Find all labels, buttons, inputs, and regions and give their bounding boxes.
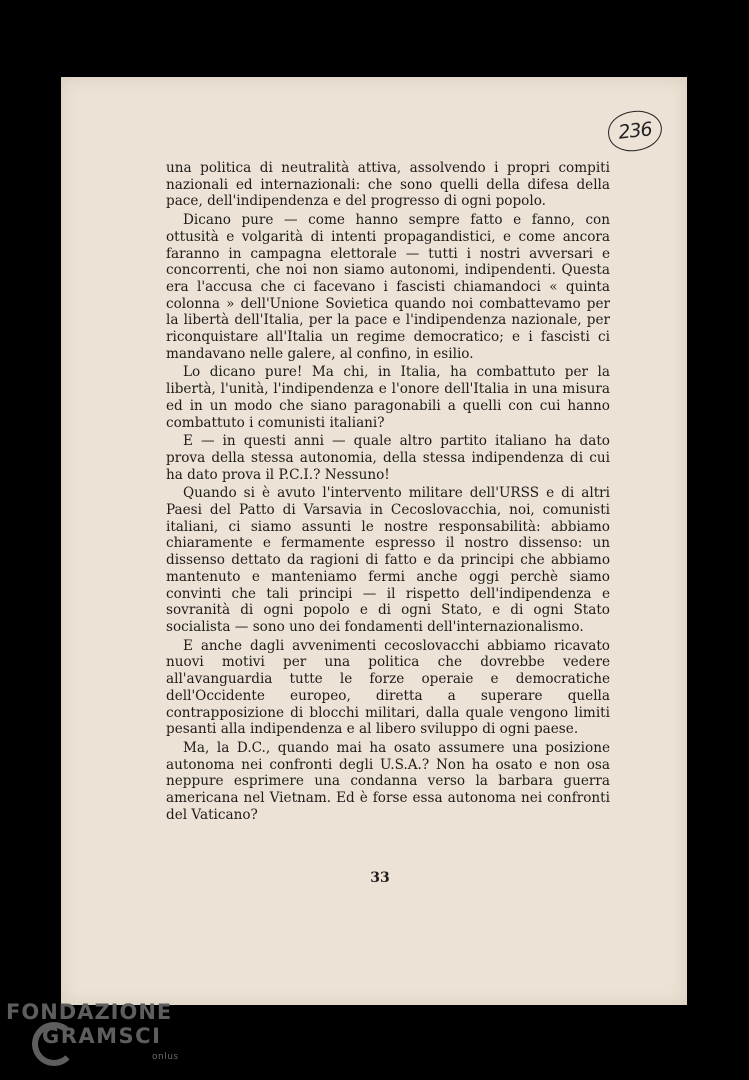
paragraph: una politica di neutralità attiva, assolvendo i propri compiti nazionali ed internazionali: che sono quelli della difesa della pace, dell'indipendenza e del progresso di ogni popolo. [166, 160, 610, 210]
paragraph: Quando si è avuto l'intervento militare dell'URSS e di altri Paesi del Patto di Varsavia in Cecoslovacchia, noi, comunisti italiani, ci siamo assunti le nostre responsabilità: abbiamo chiaramente e fermamente espresso il nostro dissenso: un dissenso dettato da ragioni di fatto e da principi che abbiamo mantenuto e manteniamo fermi anche oggi perchè siamo convinti che tali principi — il rispetto dell'indipendenza e sovranità di ogni popolo e di ogni Stato, e di ogni Stato socialista — sono uno dei fondamenti dell'internazionalismo. [166, 485, 610, 635]
paragraph: Ma, la D.C., quando mai ha osato assumere una posizione autonoma nei confronti degli U.S.A.? Non ha osato e non osa neppure esprimere una condanna verso la barbara guerra americana nel Vietnam. Ed è forse essa autonoma nei confronti del Vaticano? [166, 739, 610, 823]
logo-line-2: GRAMSCI [42, 1024, 162, 1048]
paragraph: E anche dagli avvenimenti cecoslovacchi abbiamo ricavato nuovi motivi per una politica che dovrebbe vedere all'avanguardia tutte le forze operaie e democratiche dell'Occidente europeo, diretta a superare quella contrapposizione di blocchi militari, dalla quale vengono limiti pesanti alla indipendenza e al libero sviluppo di ogni paese. [166, 637, 610, 738]
paragraph: Lo dicano pure! Ma chi, in Italia, ha combattuto per la libertà, l'unità, l'indipendenza e l'onore dell'Italia in una misura ed in un modo che siano paragonabili a quelli con cui hanno combattuto i comunisti italiani? [166, 364, 610, 431]
fondazione-gramsci-logo [6, 1000, 179, 1062]
logo-g-ring-icon [32, 1022, 76, 1066]
logo-line-1: FONDAZIONE [6, 1000, 173, 1024]
body-text [166, 160, 610, 823]
paragraph: E — in questi anni — quale altro partito italiano ha dato prova della stessa autonomia, della stessa indipendenza di cui ha dato prova il P.C.I.? Nessuno! [166, 433, 610, 483]
logo-line-3: onlus [152, 1052, 179, 1062]
paragraph: Dicano pure — come hanno sempre fatto e fanno, con ottusità e volgarità di intenti propagandistici, e come ancora faranno in campagna elettorale — tutti i nostri avversari e concorrenti, che noi non siamo autonomi, indipendenti. Questa era l'accusa che ci facevano i fascisti chiamandoci « quinta colonna » dell'Unione Sovietica quando noi combattevamo per la libertà dell'Italia, per la pace e l'indipendenza nazionale, per riconquistare all'Italia un regime democratico; e i fascisti ci mandavano nelle galere, al confino, in esilio. [166, 212, 610, 362]
page-number: 33 [370, 870, 390, 886]
handwritten-folio-number: 236 [606, 108, 664, 153]
